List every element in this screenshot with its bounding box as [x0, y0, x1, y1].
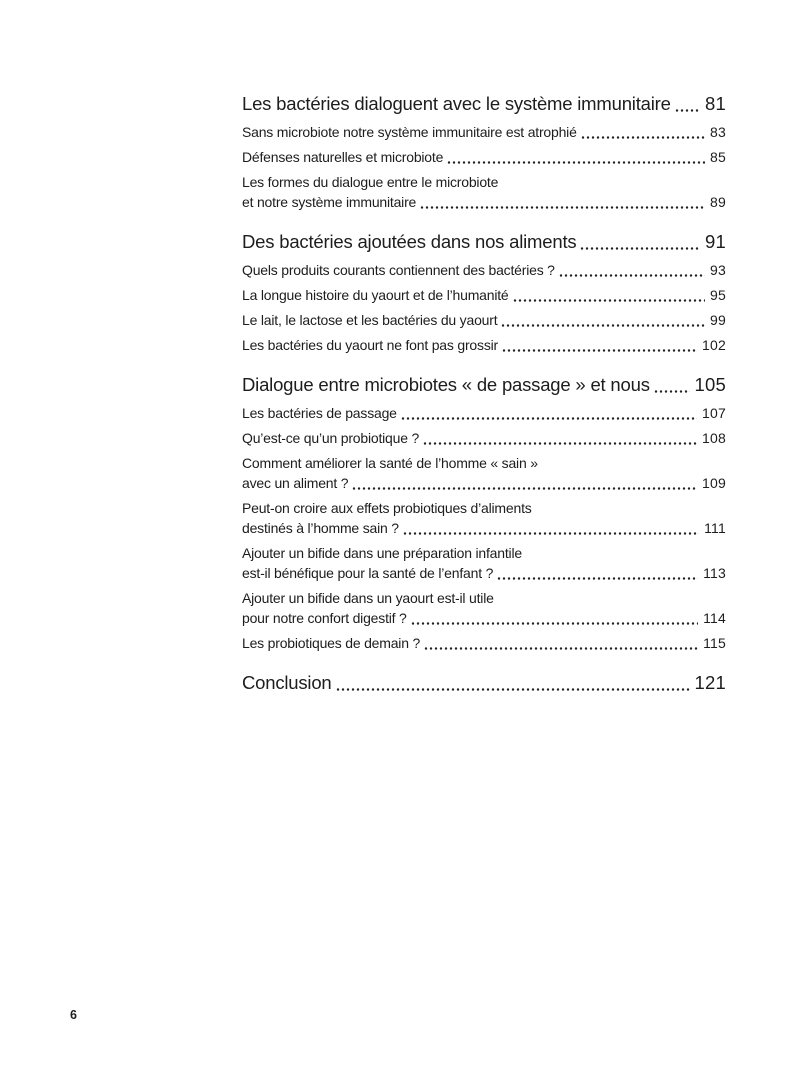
- entry-page-number: 93: [710, 262, 726, 278]
- chapter-title: Conclusion: [242, 672, 332, 693]
- toc-entry: [242, 403, 726, 423]
- entry-title-continuation: est-il bénéfique pour la santé de l’enfant ?: [242, 565, 494, 581]
- toc-entry-line2: [242, 473, 726, 493]
- entry-title: Peut-on croire aux effets probiotiques d’aliments: [242, 500, 532, 516]
- dot-leader: [420, 205, 705, 210]
- entry-title: Les formes du dialogue entre le microbiote: [242, 174, 499, 190]
- dot-leader: [580, 246, 700, 251]
- toc-entry: [242, 310, 726, 330]
- toc-entry-line2: [242, 192, 726, 212]
- entry-title: La longue histoire du yaourt et de l’humanité: [242, 287, 509, 303]
- chapter-title: Les bactéries dialoguent avec le système immunitaire: [242, 93, 671, 114]
- toc-entry-line1: [242, 543, 726, 563]
- toc-chapter-heading: [242, 371, 726, 398]
- entry-title: Quels produits courants contiennent des bactéries ?: [242, 262, 555, 278]
- entry-title: Le lait, le lactose et les bactéries du yaourt: [242, 312, 498, 328]
- entry-page-number: 108: [702, 430, 726, 446]
- toc-entry: [242, 633, 726, 653]
- entry-page-number: 95: [710, 287, 726, 303]
- entry-title-continuation: et notre système immunitaire: [242, 194, 417, 210]
- dot-leader: [501, 323, 705, 328]
- toc-entry-line2: [242, 518, 726, 538]
- chapter-page-number: 105: [694, 374, 726, 395]
- table-of-contents: [242, 90, 726, 696]
- entry-title: Comment améliorer la santé de l’homme « sain »: [242, 455, 538, 471]
- entry-title-continuation: destinés à l’homme sain ?: [242, 520, 399, 536]
- entry-page-number: 89: [710, 194, 726, 210]
- entry-title: Ajouter un bifide dans une préparation infantile: [242, 545, 522, 561]
- chapter-title: Des bactéries ajoutées dans nos aliments: [242, 231, 577, 252]
- dot-leader: [403, 531, 699, 536]
- toc-entry-line2: [242, 608, 726, 628]
- dot-leader: [423, 441, 697, 446]
- entry-page-number: 115: [703, 635, 726, 651]
- dot-leader: [513, 298, 705, 303]
- toc-entry-line1: [242, 498, 726, 518]
- entry-title: Qu’est-ce qu’un probiotique ?: [242, 430, 420, 446]
- toc-entry-line2: [242, 563, 726, 583]
- dot-leader: [497, 576, 698, 581]
- dot-leader: [654, 389, 690, 394]
- toc-entry: [242, 122, 726, 142]
- toc-entry-line1: [242, 588, 726, 608]
- dot-leader: [352, 486, 697, 491]
- entry-page-number: 113: [703, 565, 726, 581]
- entry-title: Les bactéries de passage: [242, 405, 397, 421]
- folio-page-number: 6: [70, 1008, 78, 1022]
- entry-page-number: 83: [710, 124, 726, 140]
- chapter-page-number: 81: [705, 93, 726, 114]
- toc-entry: [242, 428, 726, 448]
- entry-page-number: 99: [710, 312, 726, 328]
- entry-title: Sans microbiote notre système immunitaire est atrophié: [242, 124, 577, 140]
- toc-entry-line1: [242, 172, 726, 192]
- dot-leader: [401, 416, 697, 421]
- chapter-page-number: 91: [705, 231, 726, 252]
- toc-chapter-heading: [242, 90, 726, 117]
- entry-page-number: 102: [702, 337, 726, 353]
- toc-entry: [242, 260, 726, 280]
- chapter-title: Dialogue entre microbiotes « de passage » et nous: [242, 374, 650, 395]
- entry-title-continuation: avec un aliment ?: [242, 475, 349, 491]
- entry-page-number: 107: [702, 405, 726, 421]
- entry-page-number: 114: [703, 610, 726, 626]
- chapter-page-number: 121: [694, 672, 726, 693]
- toc-entry-line1: [242, 453, 726, 473]
- toc-entry: [242, 147, 726, 167]
- toc-entry: [242, 335, 726, 355]
- entry-title: Ajouter un bifide dans un yaourt est-il utile: [242, 590, 494, 606]
- toc-entry: [242, 285, 726, 305]
- entry-page-number: 109: [702, 475, 726, 491]
- dot-leader: [581, 135, 705, 140]
- entry-page-number: 111: [704, 520, 726, 536]
- entry-title: Les bactéries du yaourt ne font pas grossir: [242, 337, 498, 353]
- dot-leader: [424, 646, 698, 651]
- dot-leader: [559, 273, 705, 278]
- entry-title: Défenses naturelles et microbiote: [242, 149, 444, 165]
- dot-leader: [675, 108, 700, 113]
- entry-title: Les probiotiques de demain ?: [242, 635, 421, 651]
- dot-leader: [411, 621, 698, 626]
- dot-leader: [336, 687, 690, 692]
- entry-page-number: 85: [710, 149, 726, 165]
- entry-title-continuation: pour notre confort digestif ?: [242, 610, 407, 626]
- toc-chapter-heading: [242, 669, 726, 696]
- dot-leader: [502, 348, 697, 353]
- dot-leader: [447, 160, 705, 165]
- toc-chapter-heading: [242, 228, 726, 255]
